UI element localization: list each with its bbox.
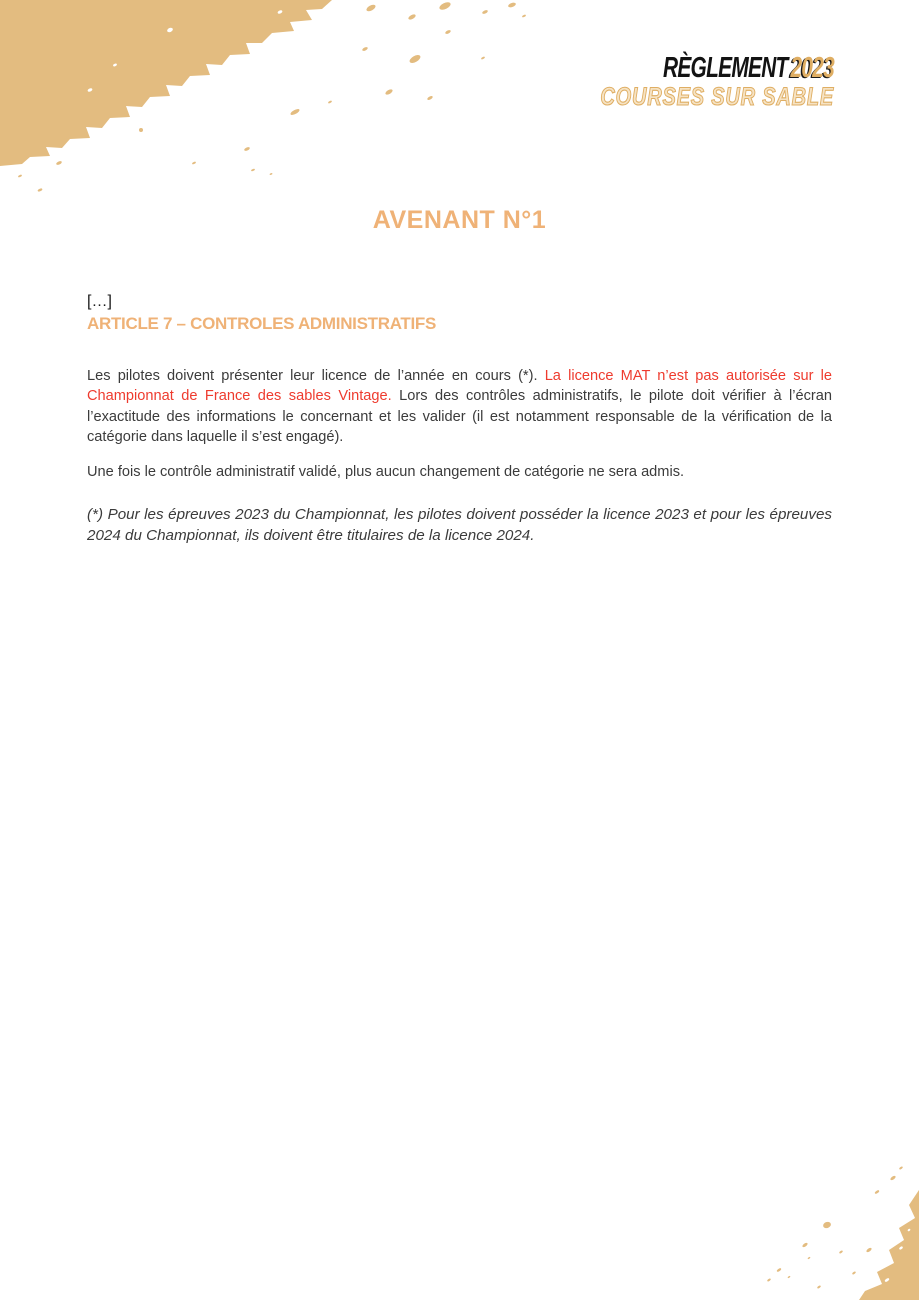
red-highlight-text: La licence MAT n’est pas autorisée sur le Championnat de France des sables Vintage. xyxy=(87,368,832,405)
admin-controls-paragraph xyxy=(87,366,832,448)
sand-splash-bottom-right-decoration xyxy=(749,1130,919,1300)
logo-title-line xyxy=(624,54,834,82)
validation-note: Une fois le contrôle administratif validé, plus aucun changement de catégorie ne sera admis. xyxy=(87,464,685,481)
paragraph-part-1: Les pilotes doivent présenter leur licence de l’année en cours (*). xyxy=(87,368,545,384)
logo-subtitle: COURSES SUR SABLE xyxy=(600,83,834,111)
logo-title: RÈGLEMENT xyxy=(662,52,788,84)
omission-ellipsis: […] xyxy=(87,293,112,310)
paragraph-part-2: Lors des contrôles administratifs, le pilote doit vérifier à l’écran l’exactitude des informations le concernant et les valider (il est notamment responsable de la vérification de la catégorie dans laquelle il s’est engagé). xyxy=(87,388,832,446)
license-footnote: (*) Pour les épreuves 2023 du Championnat, les pilotes doivent posséder la licence 2023 et pour les épreuves 2024 du Championnat, ils doivent être titulaires de la licence 2024. xyxy=(87,505,832,544)
logo-year: 2023 xyxy=(790,52,834,84)
avenant-title: AVENANT N°1 xyxy=(372,206,547,234)
document-content xyxy=(87,292,832,561)
article-7-heading: ARTICLE 7 – CONTROLES ADMINISTRATIFS xyxy=(87,314,437,333)
reglement-logo xyxy=(542,54,834,110)
